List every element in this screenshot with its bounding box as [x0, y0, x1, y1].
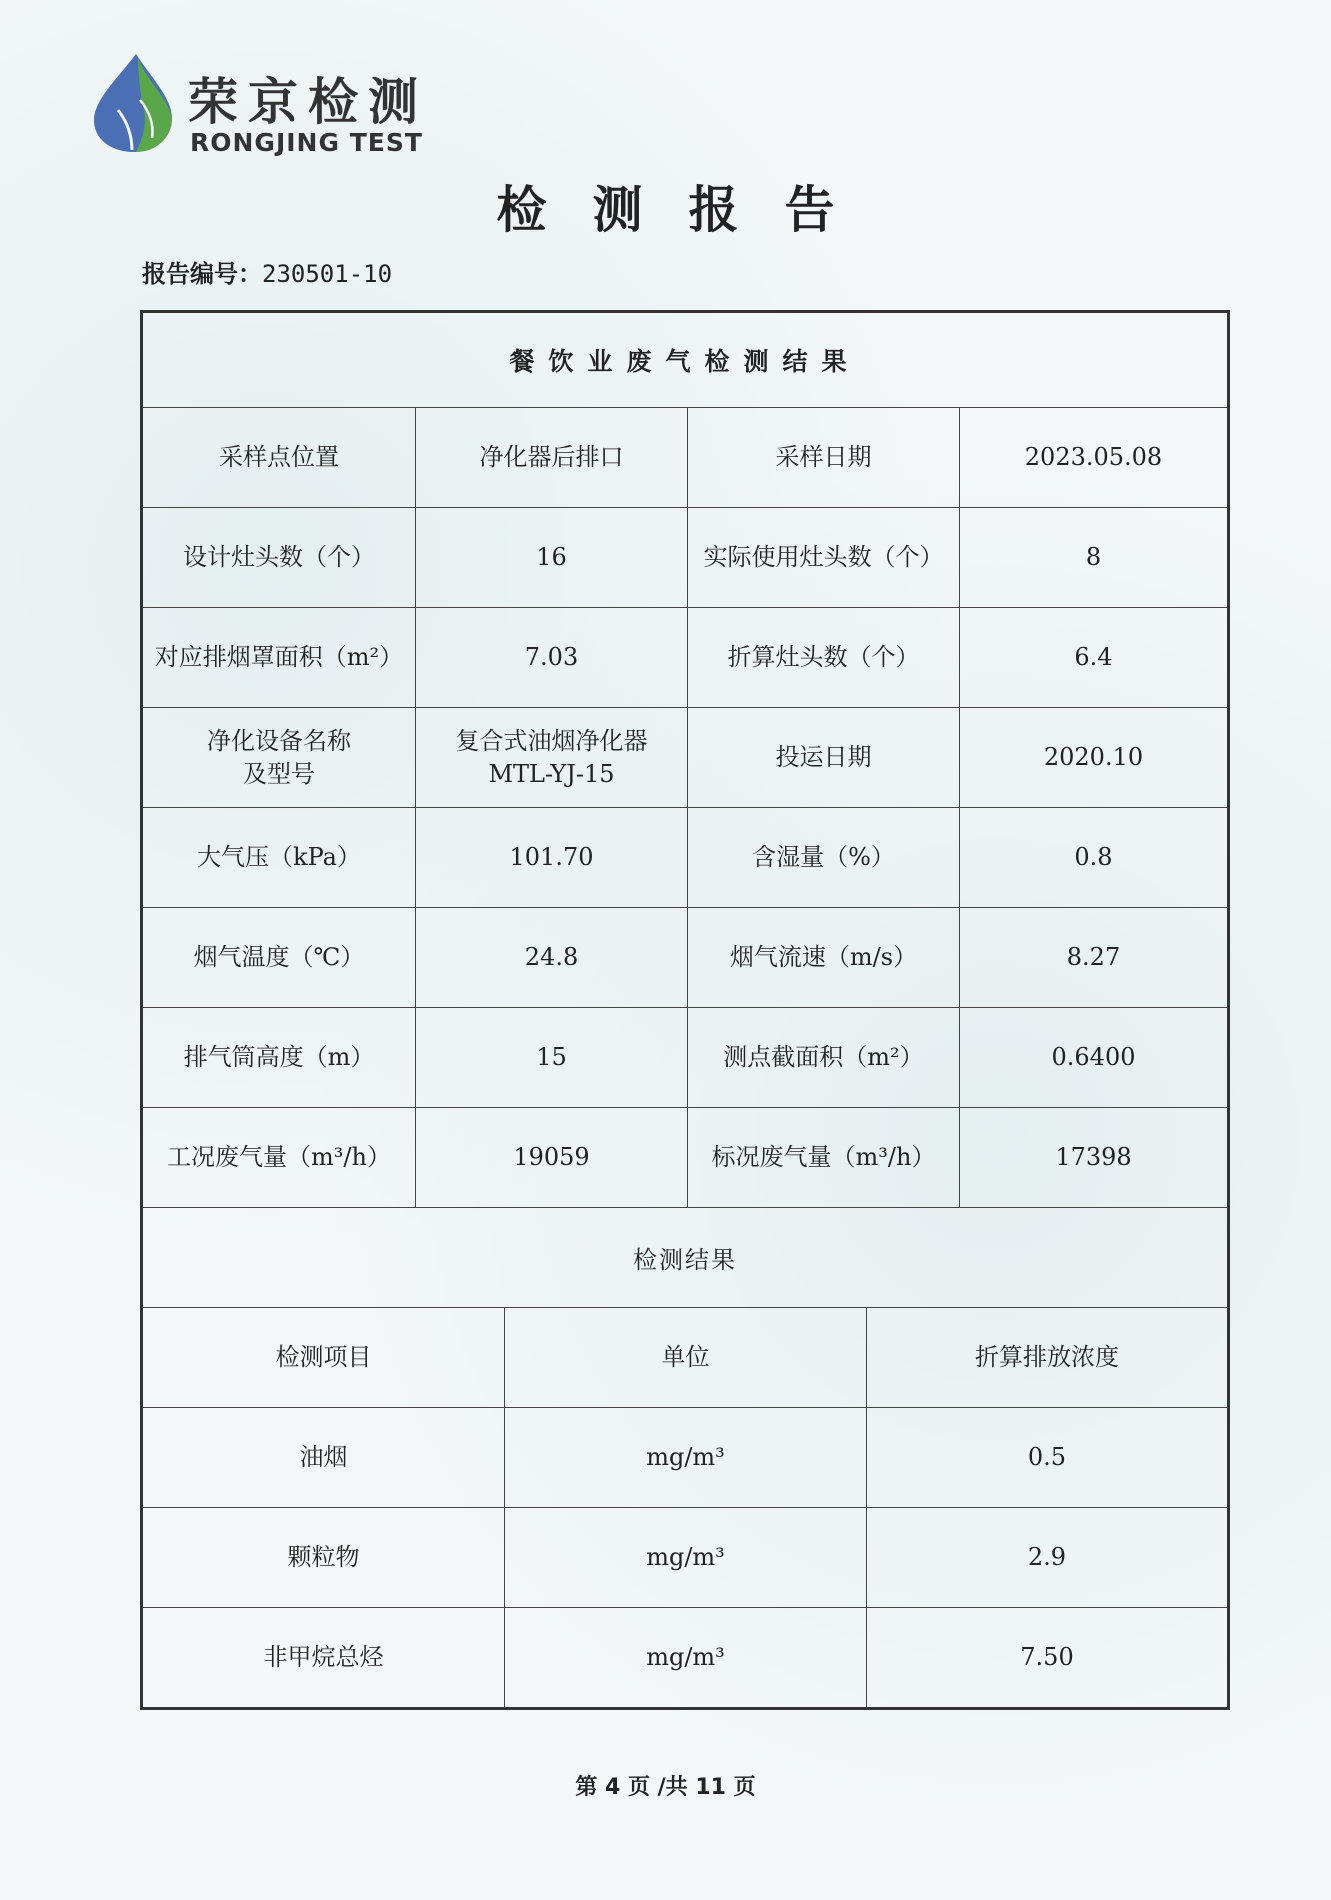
info-value-cell: 8.27	[959, 908, 1227, 1007]
column-header: 检测项目	[275, 1343, 372, 1372]
info-row	[143, 408, 1227, 508]
document-title: 检测报告	[496, 180, 881, 239]
result-cell: 2.9	[866, 1508, 1227, 1607]
info-label-cell: 测点截面积（m²）	[687, 1008, 959, 1107]
info-value-cell: 2020.10	[959, 708, 1227, 807]
info-label-cell: 采样日期	[687, 408, 959, 507]
table-row	[143, 1608, 1227, 1707]
info-label-cell: 净化设备名称 及型号	[207, 727, 351, 788]
info-row	[143, 508, 1227, 608]
report-number-label: 报告编号：	[142, 260, 262, 288]
info-label-cell: 采样点位置	[219, 443, 339, 472]
info-value-cell: 17398	[959, 1108, 1227, 1207]
result-cell: 0.5	[866, 1408, 1227, 1507]
results-title-row	[143, 1208, 1227, 1308]
info-label-cell: 投运日期	[687, 708, 959, 807]
info-label-cell: 对应排烟罩面积（m²）	[154, 643, 404, 672]
droplet-logo-icon	[88, 50, 178, 155]
table-row	[143, 1408, 1227, 1508]
page-footer	[0, 1770, 1331, 1801]
result-cell: 油烟	[299, 1443, 348, 1472]
info-value-cell: 7.03	[415, 608, 687, 707]
column-header: 折算排放浓度	[866, 1308, 1227, 1407]
info-value-cell: 101.70	[415, 808, 687, 907]
section-title-row	[143, 313, 1227, 408]
report-number	[142, 254, 392, 289]
info-label-cell: 标况废气量（m³/h）	[687, 1108, 959, 1207]
info-value-cell: 复合式油烟净化器 MTL-YJ-15	[415, 708, 687, 807]
logo-english-name: RONGJING TEST	[190, 128, 423, 157]
info-label-cell: 设计灶头数（个）	[183, 543, 375, 572]
info-label-cell: 含湿量（%）	[687, 808, 959, 907]
info-label-cell: 工况废气量（m³/h）	[167, 1143, 391, 1172]
info-row	[143, 808, 1227, 908]
info-row	[143, 908, 1227, 1008]
info-value-cell: 15	[415, 1008, 687, 1107]
info-label-cell: 大气压（kPa）	[197, 843, 361, 872]
results-header-row	[143, 1308, 1227, 1408]
company-logo	[88, 50, 468, 160]
report-number-value: 230501-10	[262, 260, 393, 288]
column-header: 单位	[504, 1308, 866, 1407]
table-row	[143, 1508, 1227, 1608]
info-value-cell: 16	[415, 508, 687, 607]
page-number: 第 4 页 /共 11 页	[575, 1775, 756, 1800]
info-value-cell: 2023.05.08	[959, 408, 1227, 507]
info-value-cell: 0.8	[959, 808, 1227, 907]
results-title: 检测结果	[633, 1246, 737, 1274]
result-cell: mg/m³	[504, 1408, 866, 1507]
info-row	[143, 608, 1227, 708]
info-row	[143, 1108, 1227, 1208]
info-row	[143, 1008, 1227, 1108]
info-value-cell: 19059	[415, 1108, 687, 1207]
info-value-cell: 净化器后排口	[415, 408, 687, 507]
info-value-cell: 0.6400	[959, 1008, 1227, 1107]
info-label-cell: 排气筒高度（m）	[183, 1043, 375, 1072]
info-row	[143, 708, 1227, 808]
result-cell: 颗粒物	[287, 1543, 360, 1572]
info-label-cell: 折算灶头数（个）	[687, 608, 959, 707]
info-value-cell: 8	[959, 508, 1227, 607]
result-cell: 7.50	[866, 1608, 1227, 1707]
result-cell: mg/m³	[504, 1608, 866, 1707]
info-label-cell: 烟气流速（m/s）	[687, 908, 959, 1007]
results-table	[140, 310, 1230, 1710]
result-cell: mg/m³	[504, 1508, 866, 1607]
section-title: 餐饮业废气检测结果	[509, 347, 861, 376]
info-label-cell: 实际使用灶头数（个）	[687, 508, 959, 607]
logo-chinese-name: 荣京检测	[188, 73, 428, 131]
info-label-cell: 烟气温度（℃）	[193, 943, 365, 972]
info-value-cell: 24.8	[415, 908, 687, 1007]
result-cell: 非甲烷总烃	[263, 1643, 384, 1672]
info-value-cell: 6.4	[959, 608, 1227, 707]
